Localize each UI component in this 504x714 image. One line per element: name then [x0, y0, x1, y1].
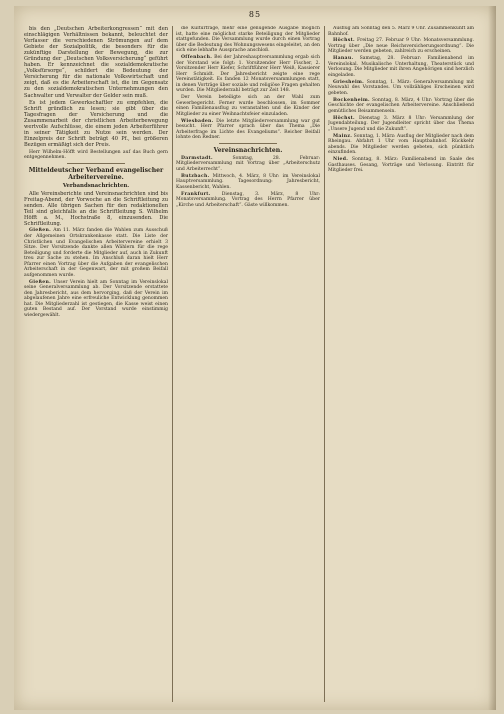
report-text: Die letzte Mitgliederversammlung war gut besucht. Herr Pfarrer sprach über das Thema „Die Arbeiterfrage im Lichte des Evangeliums“. Reicher Beifall lohnte den Redner. [176, 118, 320, 141]
section-heading: Mitteldeutscher Verband evangelischer Arbeitervereine. [28, 166, 164, 181]
article-paragraph: Der Verein beteiligte sich an der Wahl zum Gewerbegericht. Ferner wurde beschlossen, im Sommer einen Familienausflug zu veranstalten und die Kinder der Mitglieder zu einer Weihnachtsfeier einzuladen. [176, 95, 320, 117]
place-name: Wiesbaden. [181, 118, 214, 124]
report-paragraph [328, 98, 474, 115]
report-paragraph [24, 280, 168, 319]
place-name: Frankfurt. [181, 191, 211, 197]
page-edge-shadow [488, 6, 496, 710]
article-paragraph: bis den „Deutschen Arbeiterkongressen“ mit den einschlägigen Verhältnissen bekannt, beleuchtet der Verfasser die verschiedenen Strömungen auf dem Gebiete der Sozialpolitik, die besonders für die zukünftige Darstellung der Bewegung, die zur Gründung der „Deutschen Volksversicherung“ geführt haben. Er kennzeichnet die sozialdemokratische „Volksfürsorge“, schildert die Bedeutung der Versicherung für die nationale Volkswirtschaft und zeigt, daß es die Arbeiterschaft ist, die im Gegensatz zu den sozialdemokratischen Unternehmungen den Sachwalter und Verwalter der Gelder sein muß. [24, 26, 168, 99]
report-paragraph [328, 80, 474, 97]
report-text: Sonntag, 1. März: Ausflug der Mitglieder nach dem Rheingau. Abfahrt 1 Uhr vom Hauptbahnhof. Rückkehr abends. Die Mitglieder werden gebeten, sich pünktlich einzufinden. [328, 133, 474, 156]
newspaper-page [14, 6, 496, 710]
report-text: Unser Verein hielt am Sonntag im Vereinslokal seine Generalversammlung ab. Der Vorsitzende erstattete den Jahresbericht, aus dem hervorging, daß der Verein im abgelaufenen Jahre eine erfreuliche Entwicklung genommen hat. Die Mitgliederzahl ist gestiegen, die Kasse weist einen guten Bestand auf. Der Vorstand wurde einstimmig wiedergewählt. [24, 279, 168, 318]
place-name: Mainz. [333, 133, 353, 139]
place-name: Griesheim. [333, 79, 365, 85]
report-paragraph [328, 157, 474, 174]
report-paragraph [24, 228, 168, 278]
article-paragraph: Es ist jedem Gewerkschaftler zu empfehlen, die Schrift gründlich zu lesen; sie gibt über die Tagesfragen der Versicherung und die Zusammenarbeit der christlichen Arbeiterbewegung wertvolle Aufschlüsse, die einem jeden Arbeiterführer in seiner Tätigkeit zu Nutze sein werden. Der Einzelpreis der Schrift beträgt 40 Pf., bei größeren Bezügen ermäßigt sich der Preis. [24, 99, 168, 149]
place-name: Butzbach. [181, 173, 210, 179]
report-text: Freitag 27. Februar 9 Uhr: Monatsversammlung. Vortrag über „Die neue Reichsversicherungsordnung“. Die Mitglieder werden gebeten, zahlreich zu erscheinen. [328, 38, 474, 55]
divider [219, 143, 277, 144]
subsection-heading: Verbandsnachrichten. [62, 182, 130, 189]
section-heading: Vereinsnachrichten. [213, 146, 283, 154]
place-name: Bockenheim. [333, 97, 370, 103]
place-name: Nied. [333, 157, 349, 163]
report-text: Samstag, 28. Februar: Familienabend im Vereinslokal. Musikalische Unterhaltung, Theaterstück und Verlosung. Die Mitglieder mit ihren Angehörigen sind herzlich eingeladen. [328, 56, 474, 78]
divider [67, 163, 125, 164]
report-text: Sonntag, 1. März: Generalversammlung mit Neuwahl des Vorstandes. Um vollzähliges Erscheinen wird gebeten. [328, 79, 474, 96]
column-divider [172, 26, 173, 702]
report-paragraph [176, 174, 320, 191]
place-name: Gießen. [29, 279, 52, 285]
page-number: 85 [248, 10, 262, 19]
report-text: Dienstag, 3. März, 8 Uhr: Monatsversammlung. Vortrag des Herrn Pfarrer über „Kirche und Arbeiterschaft“. Gäste willkommen. [176, 191, 320, 208]
place-name: Gießen. [29, 228, 52, 234]
article-paragraph: die Kulturfrage, mehr eine genügende Ausgabe möglich ist, hatte eine möglichst starke Beteiligung der Mitglieder stattgefunden. Die Versammlung wurde durch einen Vortrag über die Bedeutung des Wohnungswesens eingeleitet, an den sich eine lebhafte Aussprache anschloß. [176, 26, 320, 54]
column-3 [328, 26, 474, 702]
place-name: Höchst. [333, 115, 355, 121]
report-paragraph [176, 55, 320, 94]
notice-paragraph: Alle Vereinsberichte und Vereinsnachrichten sind bis Freitag-Abend, der Vorwoche an die Schriftleitung zu senden. Alle übrigen Sachen für den redaktionellen Teil sind gleichfalls an die Schriftleitung S. Wilhelm Höfft a. M., Hochstraße 8, einzusenden. Die Schriftleitung. [24, 190, 168, 228]
report-text: Sonntag, 28. Februar: Mitgliederversammlung mit Vortrag über „Arbeiterschutz und Arbeiterrecht“. [176, 155, 320, 172]
report-text: Am 11. März fanden die Wahlen zum Ausschuß der Allgemeinen Ortskrankenkasse statt. Die Liste der Christlichen und Evangelischen Arbeitervereine erhielt 3 Sitze. Der Vorsitzende dankte allen Wählern für die rege Beteiligung und forderte die Mitglieder auf, auch in Zukunft treu zur Sache zu stehen. Im Anschluß daran hielt Herr Pfarrer einen Vortrag über die Aufgaben der evangelischen Arbeiterschaft in der Gegenwart, der mit großem Beifall aufgenommen wurde. [24, 228, 168, 278]
place-name: Höchst. [333, 38, 355, 44]
article-signature: Herr Wilhelm-Höfft wird Bestellungen auf das Buch gern entgegennehmen. [24, 149, 168, 161]
article-paragraph: Ausflug am Sonntag den 5. März 9 Uhr. Zusammenkunft am Bahnhof. [328, 26, 474, 37]
place-name: Hanau. [333, 56, 354, 62]
report-paragraph [328, 134, 474, 156]
column-2 [176, 26, 320, 702]
report-paragraph [176, 192, 320, 209]
report-text: Dienstag 3. März 8 Uhr: Versammlung der Jugendabteilung. Der Jugendleiter spricht über das Thema „Unsere Jugend und die Zukunft“. [328, 115, 474, 132]
report-paragraph [176, 119, 320, 141]
place-name: Offenbach. [181, 55, 213, 61]
report-paragraph [328, 38, 474, 55]
place-name: Darmstadt. [181, 155, 213, 161]
report-text: Bei der Jahreshauptversammlung ergab sich der Vorstand wie folgt: 1. Vorsitzender Herr Fischer, 2. Vorsitzender Herr Kiefer, Schriftführer Herr Weiß, Kassierer Herr Schmidt. Der Jahresbericht zeigte eine rege Vereinstätigkeit. Es fanden 12 Monatsversammlungen statt, in denen Vorträge über soziale und religiöse Fragen gehalten wurden. Die Mitgliederzahl beträgt zur Zeit 148. [176, 55, 320, 94]
report-paragraph [176, 156, 320, 173]
report-text: Sonntag, 8. März: Familienabend im Saale des Gasthauses. Gesang, Vorträge und Verlosung. Eintritt für Mitglieder frei. [328, 157, 474, 174]
column-1 [24, 26, 168, 702]
column-divider [324, 26, 325, 702]
report-paragraph [328, 56, 474, 78]
report-text: Mittwoch, 4. März, 8 Uhr: im Vereinslokal Hauptversammlung. Tagesordnung: Jahresbericht, Kassenbericht, Wahlen. [176, 173, 320, 190]
report-paragraph [328, 116, 474, 133]
report-text: Sonntag, 8. März, 4 Uhr: Vortrag über die Geschichte der evangelischen Arbeitervereine. Anschließend gemütliches Beisammensein. [328, 97, 474, 114]
